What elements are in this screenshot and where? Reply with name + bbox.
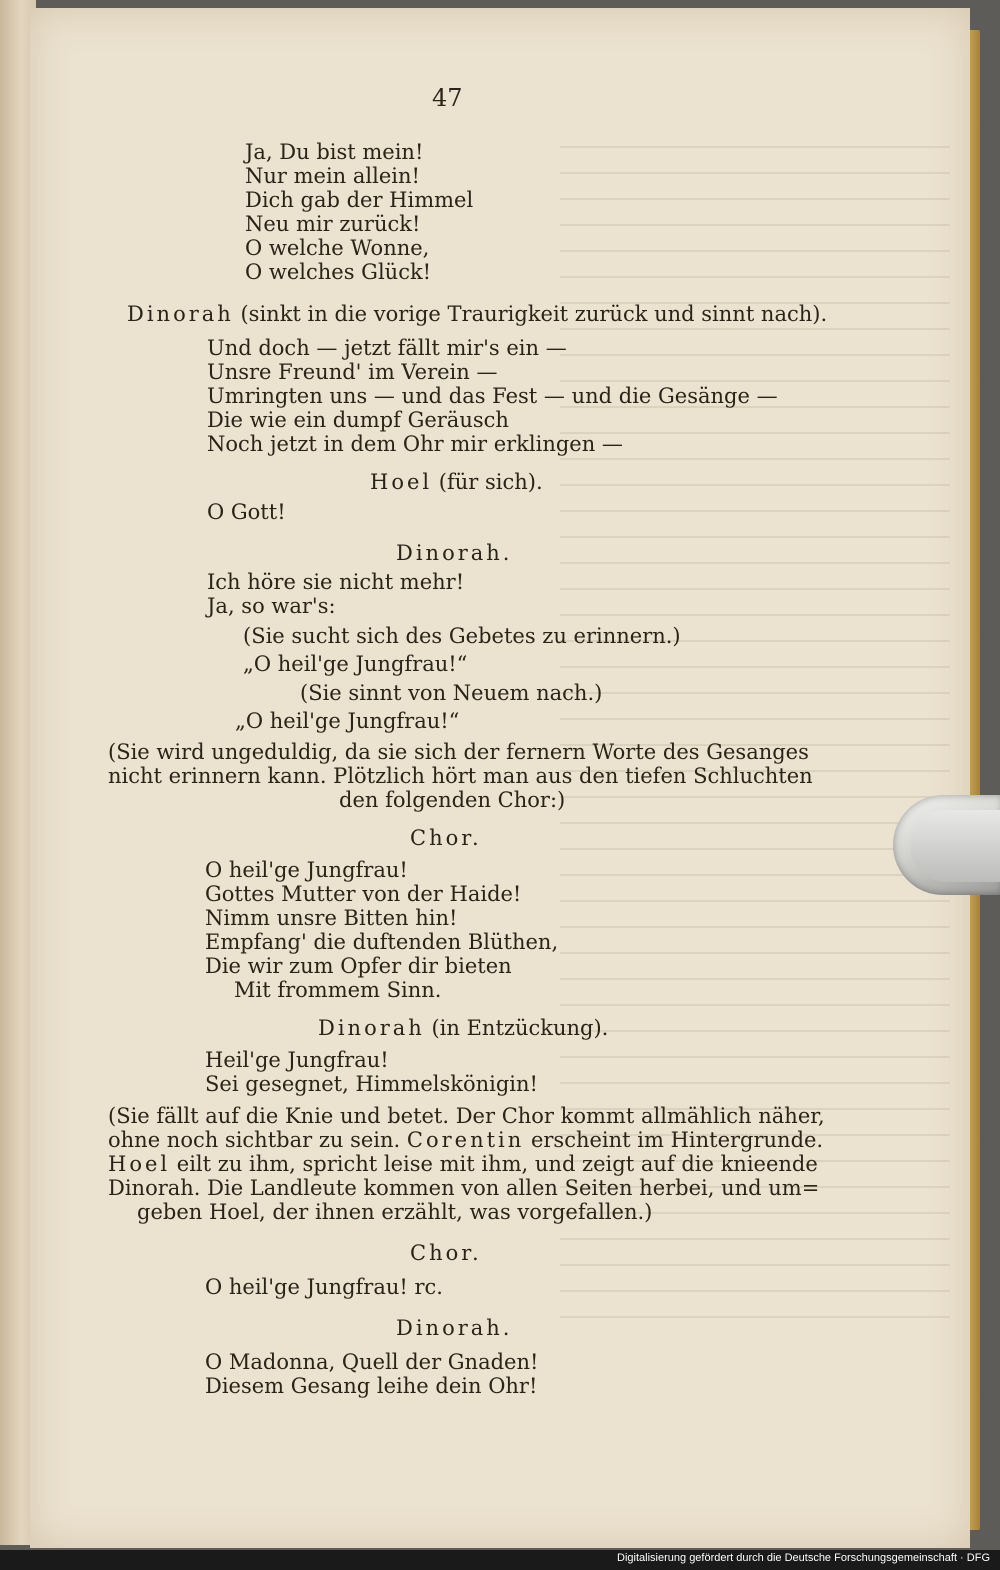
verse-line: O welches Glück! [245, 260, 432, 284]
verse-line: Nimm unsre Bitten hin! [205, 906, 458, 930]
stage-direction-line [108, 1152, 818, 1176]
speaker-name: Corentin [406, 1128, 525, 1152]
speaker-name: Hoel [108, 1152, 171, 1176]
stage-direction: (Sie wird ungeduldig, da sie sich der fernern Worte des Gesanges [108, 740, 809, 764]
verse-line: O heil'ge Jungfrau! [205, 858, 408, 882]
speaker-name: Dinorah [318, 1016, 425, 1040]
stage-direction-line [108, 1128, 823, 1152]
verse-line: Sei gesegnet, Himmelskönigin! [205, 1072, 538, 1096]
speaker-name: Dinorah [127, 302, 234, 326]
speaker-heading [318, 1016, 608, 1040]
speaker-heading [370, 470, 543, 494]
verse-line: Mit frommem Sinn. [234, 978, 442, 1002]
verse-line: O heil'ge Jungfrau! rc. [205, 1275, 443, 1299]
stage-direction: (für sich). [432, 470, 543, 494]
verse-line: Noch jetzt in dem Ohr mir erklingen — [207, 432, 623, 456]
verse-line: Neu mir zurück! [245, 212, 421, 236]
stage-direction: geben Hoel, der ihnen erzählt, was vorgefallen.) [137, 1200, 653, 1224]
verse-line: Nur mein allein! [245, 164, 420, 188]
stage-direction: (Sie fällt auf die Knie und betet. Der Chor kommt allmählich näher, [108, 1104, 825, 1128]
funding-credit: Digitalisierung gefördert durch die Deutsche Forschungsgemeinschaft · DFG [617, 1552, 990, 1564]
stage-direction: ohne noch sichtbar zu sein. [108, 1128, 407, 1152]
verse-line: Ja, so war's: [207, 594, 336, 618]
verse-line: O Gott! [207, 500, 286, 524]
stage-direction: (Sie sinnt von Neuem nach.) [300, 681, 603, 705]
stage-direction-line [127, 302, 827, 326]
verse-line: Umringten uns — und das Fest — und die Gesänge — [207, 384, 778, 408]
verse-line: „O heil'ge Jungfrau!“ [243, 652, 468, 676]
stage-direction: Dinorah. Die Landleute kommen von allen Seiten herbei, und um= [108, 1176, 820, 1200]
verse-line: Gottes Mutter von der Haide! [205, 882, 522, 906]
stage-direction: (Sie sucht sich des Gebetes zu erinnern.) [243, 624, 681, 648]
page-clip-inner [910, 810, 1000, 882]
verse-line: Unsre Freund' im Verein — [207, 360, 498, 384]
stage-direction: (in Entzückung). [424, 1016, 609, 1040]
stage-direction: den folgenden Chor:) [339, 788, 566, 812]
speaker-heading: Dinorah. [396, 1316, 513, 1340]
verse-line: Ja, Du bist mein! [245, 140, 424, 164]
speaker-name: Hoel [370, 470, 433, 494]
verse-line: Und doch — jetzt fällt mir's ein — [207, 336, 567, 360]
verse-line: O Madonna, Quell der Gnaden! [205, 1350, 539, 1374]
verse-line: Empfang' die duftenden Blüthen, [205, 930, 559, 954]
speaker-heading: Dinorah. [396, 541, 513, 565]
page-number: 47 [432, 84, 463, 112]
verse-line: Ich höre sie nicht mehr! [207, 570, 465, 594]
verse-line: Heil'ge Jungfrau! [205, 1048, 389, 1072]
speaker-heading: Chor. [410, 826, 482, 850]
verse-line: Diesem Gesang leihe dein Ohr! [205, 1374, 538, 1398]
verse-line: O welche Wonne, [245, 236, 430, 260]
stage-direction: erscheint im Hintergrunde. [524, 1128, 824, 1152]
speaker-heading: Chor. [410, 1241, 482, 1265]
stage-direction: nicht erinnern kann. Plötzlich hört man aus den tiefen Schluchten [108, 764, 813, 788]
verse-line: Dich gab der Himmel [245, 188, 474, 212]
stage-direction: (sinkt in die vorige Traurigkeit zurück und sinnt nach). [233, 302, 828, 326]
verse-line: Die wie ein dumpf Geräusch [207, 408, 509, 432]
verse-line: „O heil'ge Jungfrau!“ [235, 709, 460, 733]
verse-line: Die wir zum Opfer dir bieten [205, 954, 512, 978]
stage-direction: eilt zu ihm, spricht leise mit ihm, und zeigt auf die knieende [170, 1152, 818, 1176]
